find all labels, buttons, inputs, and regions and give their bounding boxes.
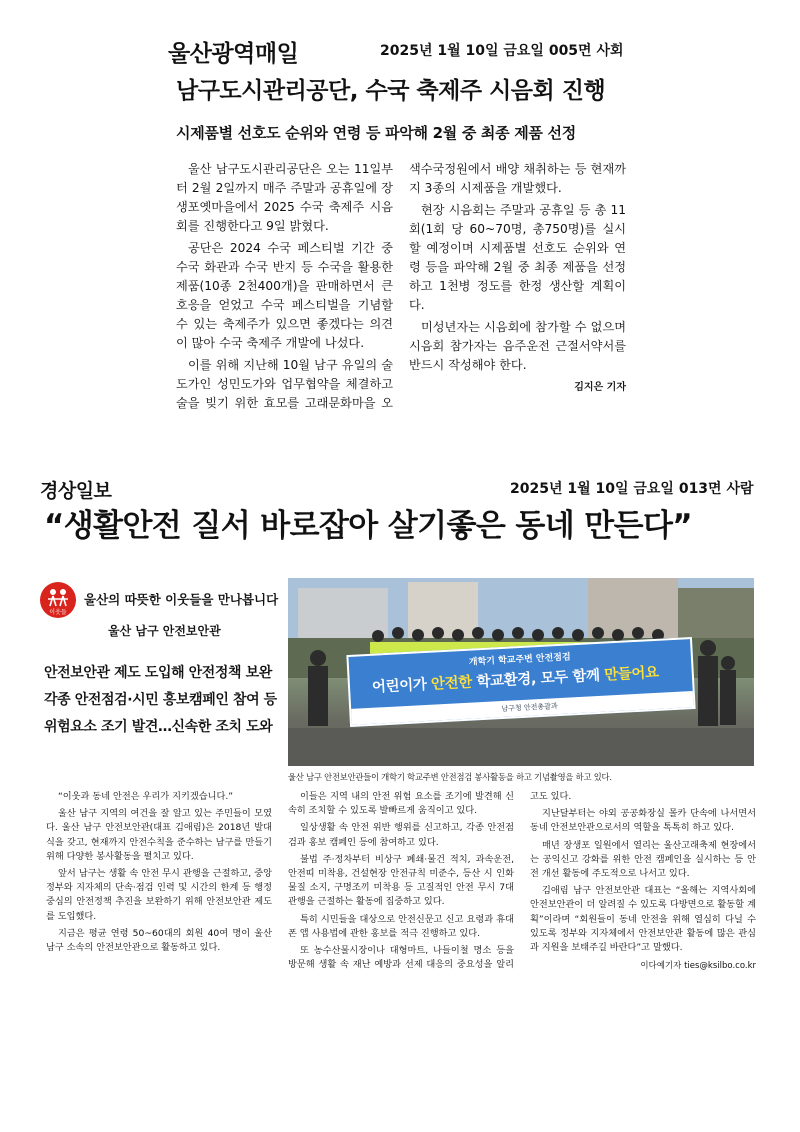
article2-paragraph: “이웃과 동네 안전은 우리가 지키겠습니다.” (58, 791, 233, 802)
banner-main-text (371, 661, 659, 697)
banner-org-text: 남구청 안전총괄과 (501, 702, 558, 714)
article2-body (46, 790, 756, 1030)
article1-paragraph: 현장 시음회는 주말과 공휴일 등 총 11회(1회 당 60~70명, 총750명)를 실시할 예정이며 시제품별 선호도 순위와 연령 등을 파악해 2월 중 최종 제품을 선정하고 1천병 정도를 한정 생산할 계획이다. (409, 203, 626, 312)
dateline-article2: 2025년 1월 10일 금요일 013면 사람 (510, 481, 754, 497)
series-logo (40, 582, 76, 618)
article2-paragraph: 매년 장생포 일원에서 열리는 울산고래축제 현장에서는 공익신고 강화를 위한 안전 캠페인을 실시하는 등 안전 개선 활동에 주도적으로 나서고 있다. (530, 839, 756, 880)
headline-article2: “생활안전 질서 바로잡아 살기좋은 동네 만든다” (44, 508, 693, 544)
article2-paragraph: 특히 시민들을 대상으로 안전신문고 신고 요령과 휴대폰 앱 사용법에 관한 홍보를 적극 진행하고 있다. (288, 913, 514, 939)
article1-paragraph: 미성년자는 시음회에 참가할 수 없으며 시음회 참가자는 음주운전 근절서약서를 반드시 작성해야 한다. (409, 320, 626, 372)
banner-main-part: 학교환경, 모두 함께 (471, 667, 605, 691)
article1-body (176, 160, 626, 450)
article2-paragraph: 울산 남구 지역의 여건을 잘 알고 있는 주민들이 모였다. 울산 남구 안전보안관(대표 김애림)은 2018년 발대식을 갖고, 현재까지 안전수칙을 준수하는 남구를 만들기 위해 다양한 봉사활동을 펼치고 있다. (46, 808, 272, 862)
summary-line: 안전보안관 제도 도입해 안전정책 보완 (44, 665, 272, 681)
article2-paragraph: 앞서 남구는 생활 속 안전 무시 관행을 근절하고, 중앙 정부와 지자체의 단속·점검 인력 및 시간의 한계 등 행정 중심의 안전정책 추진을 보완하기 위해 안전보안관 제도를 도입했다. (46, 868, 272, 922)
dateline-article1: 2025년 1월 10일 금요일 005면 사회 (380, 43, 624, 59)
article2-paragraph: 불법 주·정차부터 비상구 폐쇄·물건 적치, 과속운전, 안전띠 미착용, 건설현장 안전규칙 미준수, 등산 시 인화물질 소지, 구명조끼 미착용 등 고질적인 안전 무시 7대 관행을 근절하는 활동에 집중하고 있다. (288, 853, 514, 908)
subheadline-article1: 시제품별 선호도 순위와 연령 등 파악해 2월 중 최종 제품 선정 (176, 124, 576, 142)
article2-paragraph: 또 농수산물시장이나 대형마트, 나들이철 명소 등을 방문해 생활 속 재난 예방과 선제 대응의 중요성을 알리고도 있다. (288, 791, 572, 971)
article1-paragraph: 공단은 2024 수국 페스티벌 기간 중 수국 화관과 수국 반지 등 수국을 활용한 제품(10종 2천400개)을 판매하면서 큰 호응을 얻었고 수국 페스티벌을 기념할 수 있는 축제주가 있으면 좋겠다는 의견이 많아 수국 축제주 개발에 나섰다. (176, 241, 393, 350)
article1-paragraph: 이를 위해 지난해 10월 남구 유일의 술 도가인 성민도가와 업무협약을 체결하고 술을 빚기 위한 효모를 고래문화마을 오색수국정원에서 배양 채취하는 등 현재까지 3종의 시제품을 개발했다. (176, 162, 626, 410)
masthead-ulsan-maeil: 울산광역매일 (168, 41, 299, 67)
banner-main-part: 어린이가 (371, 676, 432, 696)
article2-paragraph: 김애림 남구 안전보안관 대표는 “올해는 지역사회에 안전보안관이 더 알려질 수 있도록 다방면으로 활동할 계획”이라며 “회원들이 동네 안전을 위해 열심히 다닐 수 있도록 정부와 지자체에서 안전보안관 활동에 많은 관심과 지원을 보태주길 바란다”고 말했다. (530, 885, 756, 954)
article1-byline: 김지은 기자 (574, 382, 626, 393)
article2-paragraph: 일상생활 속 안전 위반 행위를 신고하고, 각종 안전점검과 홍보 캠페인 등에 참여하고 있다. (288, 822, 514, 848)
series-subject: 울산 남구 안전보안관 (108, 624, 221, 638)
series-title: 울산의 따뜻한 이웃들을 만나봅니다 (84, 592, 279, 607)
headline-article1: 남구도시관리공단, 수국 축제주 시음회 진행 (176, 78, 606, 104)
article2-byline: 이다예기자 ties@ksilbo.co.kr (640, 961, 756, 972)
masthead-kyongsang-ilbo: 경상일보 (40, 480, 112, 502)
summary-line: 각종 안전점검·시민 홍보캠페인 참여 등 (44, 692, 277, 708)
banner-main-highlight: 만들어요 (603, 664, 660, 684)
banner-main-highlight: 안전한 (430, 674, 473, 693)
group-photo (288, 578, 754, 766)
article1-paragraph: 울산 남구도시관리공단은 오는 11일부터 2월 2일까지 매주 주말과 공휴일에 장생포옛마을에서 2025 수국 축제주 시음회를 진행한다고 9일 밝혔다. (176, 162, 393, 233)
article2-paragraph: 이들은 지역 내의 안전 위험 요소를 조기에 발견해 신속히 조치할 수 있도록 발빠르게 움직이고 있다. (288, 791, 514, 817)
banner-top-text: 개학기 학교주변 안전점검 (468, 652, 571, 668)
summary-box (44, 660, 280, 741)
article2-paragraph: 지난달부터는 야외 공공화장실 몰카 단속에 나서면서 동네 안전보안관으로서의 역할을 톡톡히 하고 있다. (530, 808, 756, 834)
summary-line: 위험요소 조기 발견…신속한 조치 도와 (44, 719, 273, 735)
photo-caption: 울산 남구 안전보안관들이 개학기 학교주변 안전점검 봉사활동을 하고 기념촬영을 하고 있다. (288, 772, 612, 782)
series-logo-text: 이웃들 (49, 609, 67, 616)
article2-paragraph: 지금은 평균 연령 50~60대의 회원 40여 명이 울산 남구 소속의 안전보안관으로 활동하고 있다. (46, 927, 272, 954)
